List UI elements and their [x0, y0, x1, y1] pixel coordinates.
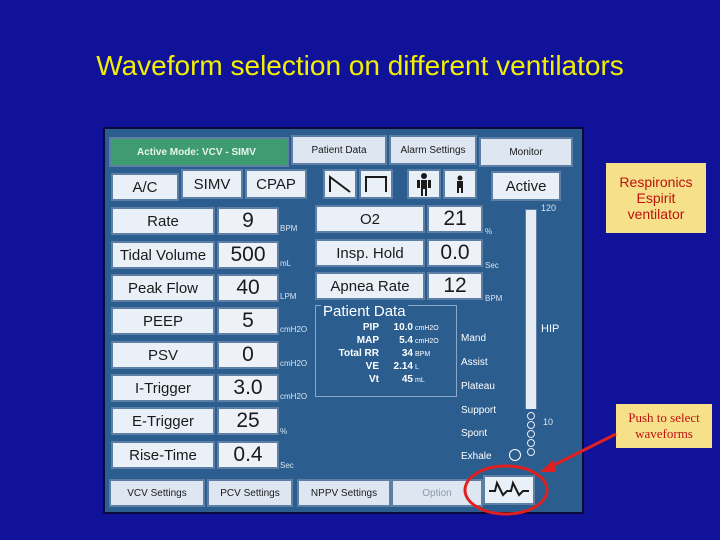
param-label-rise-time[interactable]: [111, 441, 215, 469]
param-label-rate[interactable]: [111, 207, 215, 235]
param-unit-tidal-volume: mL: [280, 259, 292, 268]
tab-patient-data-label: Patient Data: [311, 144, 367, 156]
device-name-note: [606, 163, 706, 233]
pd-label-ve: VE: [365, 361, 379, 372]
tab-alarm-settings-label: Alarm Settings: [400, 144, 466, 156]
mode-ac-button[interactable]: [111, 173, 179, 201]
tab-pcv-settings-label: PCV Settings: [220, 487, 280, 499]
param-value-psv-text: 0: [242, 343, 254, 366]
pediatric-patient-button[interactable]: [443, 169, 477, 199]
param-value-insp-hold-text: 0.0: [440, 241, 470, 264]
active-mode-text: Active Mode: VCV - SIMV: [137, 146, 256, 158]
param-label-o2-text: O2: [359, 210, 380, 228]
tab-alarm-settings[interactable]: [389, 135, 477, 165]
param-value-e-trigger[interactable]: [217, 407, 279, 435]
param-label-i-trigger[interactable]: [111, 374, 215, 402]
pd-unit-pip: cmH2O: [415, 325, 439, 332]
param-value-i-trigger-text: 3.0: [233, 376, 263, 399]
param-label-tidal-volume[interactable]: [111, 241, 215, 269]
push-instruction-note: [616, 404, 712, 448]
pd-label-pip: PIP: [362, 322, 379, 333]
pressure-bar-dot: [527, 448, 535, 456]
ramp-waveform-icon: [328, 174, 352, 194]
pd-value-map: 5.4: [399, 335, 413, 346]
param-unit-rise-time: Sec: [280, 461, 294, 470]
param-label-peep-text: PEEP: [142, 312, 184, 330]
pressure-bar-hip-label: HIP: [541, 323, 560, 335]
param-value-peep-text: 5: [242, 309, 254, 332]
param-value-rise-time-text: 0.4: [233, 443, 263, 466]
param-value-apnea-rate[interactable]: [427, 272, 483, 300]
param-value-insp-hold[interactable]: [427, 239, 483, 267]
param-unit-e-trigger: %: [280, 427, 288, 436]
param-label-e-trigger-text: E-Trigger: [132, 412, 194, 430]
param-label-peak-flow[interactable]: [111, 274, 215, 302]
active-label: Active: [505, 177, 547, 195]
patient-data-title: Patient Data: [323, 303, 406, 320]
param-label-insp-hold[interactable]: [315, 239, 425, 267]
pd-label-total-rr: Total RR: [338, 348, 379, 359]
param-label-i-trigger-text: I-Trigger: [134, 379, 192, 397]
param-unit-i-trigger: cmH2O: [280, 392, 308, 401]
tab-vcv-settings-label: VCV Settings: [127, 487, 187, 499]
pd-value-pip: 10.0: [393, 322, 413, 333]
waveform-select-button[interactable]: [483, 475, 535, 505]
status-exhale: Exhale: [461, 451, 492, 462]
mode-simv-button[interactable]: [181, 169, 243, 199]
param-value-peak-flow[interactable]: [217, 274, 279, 302]
param-label-psv[interactable]: [111, 341, 215, 369]
param-label-rate-text: Rate: [147, 212, 179, 230]
param-value-rise-time[interactable]: [217, 441, 279, 469]
waveform-select-icon: [487, 479, 531, 501]
param-label-o2[interactable]: [315, 205, 425, 233]
param-value-apnea-rate-text: 12: [443, 274, 467, 297]
param-value-psv[interactable]: [217, 341, 279, 369]
pd-unit-ve: L: [415, 364, 419, 371]
param-label-e-trigger[interactable]: [111, 407, 215, 435]
pd-unit-map: cmH2O: [415, 338, 439, 345]
pressure-bar-dot: [527, 421, 535, 429]
tab-vcv-settings[interactable]: [109, 479, 205, 507]
param-unit-peep: cmH2O: [280, 325, 308, 334]
adult-patient-button[interactable]: [407, 169, 441, 199]
exhale-valve-icon: [509, 449, 521, 461]
tab-patient-data[interactable]: [291, 135, 387, 165]
tab-nppv-settings-label: NPPV Settings: [310, 487, 378, 499]
status-support: Support: [461, 405, 497, 416]
tab-monitor[interactable]: [479, 137, 573, 167]
status-mand: Mand: [461, 333, 487, 344]
param-value-peep[interactable]: [217, 307, 279, 335]
pressure-bar-max-label: 120: [541, 203, 557, 213]
pressure-bar-dot: [527, 412, 535, 420]
status-plateau: Plateau: [461, 381, 495, 392]
tab-option[interactable]: [391, 479, 483, 507]
ramp-waveform-button[interactable]: [323, 169, 357, 199]
square-waveform-button[interactable]: [359, 169, 393, 199]
pressure-bar-dot: [527, 439, 535, 447]
param-value-rate-text: 9: [242, 209, 254, 232]
param-label-psv-text: PSV: [147, 346, 178, 364]
param-unit-psv: cmH2O: [280, 359, 308, 368]
param-label-peak-flow-text: Peak Flow: [127, 279, 199, 297]
mode-ac-label: A/C: [132, 178, 158, 196]
pd-value-vt: 45: [401, 374, 413, 385]
tab-pcv-settings[interactable]: [207, 479, 293, 507]
mode-cpap-label: CPAP: [256, 175, 296, 193]
param-label-insp-hold-text: Insp. Hold: [336, 244, 404, 262]
push-instruction-text: Push to select waveforms: [628, 410, 700, 441]
slide-title: Waveform selection on different ventilators: [96, 50, 624, 81]
param-unit-apnea-rate: BPM: [485, 294, 503, 303]
pd-unit-total-rr: BPM: [415, 351, 431, 358]
pd-unit-vt: mL: [415, 377, 425, 384]
param-value-rate[interactable]: [217, 207, 279, 235]
param-unit-rate: BPM: [280, 224, 298, 233]
square-waveform-icon: [364, 174, 388, 194]
pd-value-ve: 2.14: [393, 361, 413, 372]
param-value-o2[interactable]: [427, 205, 483, 233]
param-unit-peak-flow: LPM: [280, 292, 297, 301]
tab-option-label: Option: [422, 487, 452, 499]
pressure-bar-mid-label: 10: [543, 417, 554, 427]
adult-person-icon: [416, 172, 432, 196]
param-value-tidal-volume-text: 500: [230, 243, 266, 266]
active-mode-banner: [109, 137, 289, 167]
device-name-text: Respironics Espirit ventilator: [619, 174, 693, 222]
param-value-tidal-volume[interactable]: [217, 241, 279, 269]
param-label-peep[interactable]: [111, 307, 215, 335]
param-label-apnea-rate-text: Apnea Rate: [330, 277, 410, 295]
param-value-i-trigger[interactable]: [217, 374, 279, 402]
mode-simv-label: SIMV: [193, 175, 231, 193]
param-value-peak-flow-text: 40: [236, 276, 260, 299]
param-unit-o2: %: [485, 227, 493, 236]
mode-cpap-button[interactable]: [245, 169, 307, 199]
pressure-bar-dot: [527, 430, 535, 438]
pd-label-vt: Vt: [369, 374, 379, 385]
pd-value-total-rr: 34: [401, 348, 413, 359]
active-button[interactable]: [491, 171, 561, 201]
param-value-e-trigger-text: 25: [236, 409, 260, 432]
ventilator-screen: [103, 127, 584, 514]
param-value-o2-text: 21: [443, 207, 467, 230]
status-assist: Assist: [461, 357, 488, 368]
pd-label-map: MAP: [356, 335, 379, 346]
child-person-icon: [454, 175, 466, 193]
param-label-rise-time-text: Rise-Time: [129, 446, 197, 464]
param-label-tidal-volume-text: Tidal Volume: [119, 246, 207, 264]
param-label-apnea-rate[interactable]: [315, 272, 425, 300]
tab-nppv-settings[interactable]: [297, 479, 391, 507]
param-unit-insp-hold: Sec: [485, 261, 499, 270]
status-spont: Spont: [461, 428, 488, 439]
tab-monitor-label: Monitor: [509, 146, 543, 158]
